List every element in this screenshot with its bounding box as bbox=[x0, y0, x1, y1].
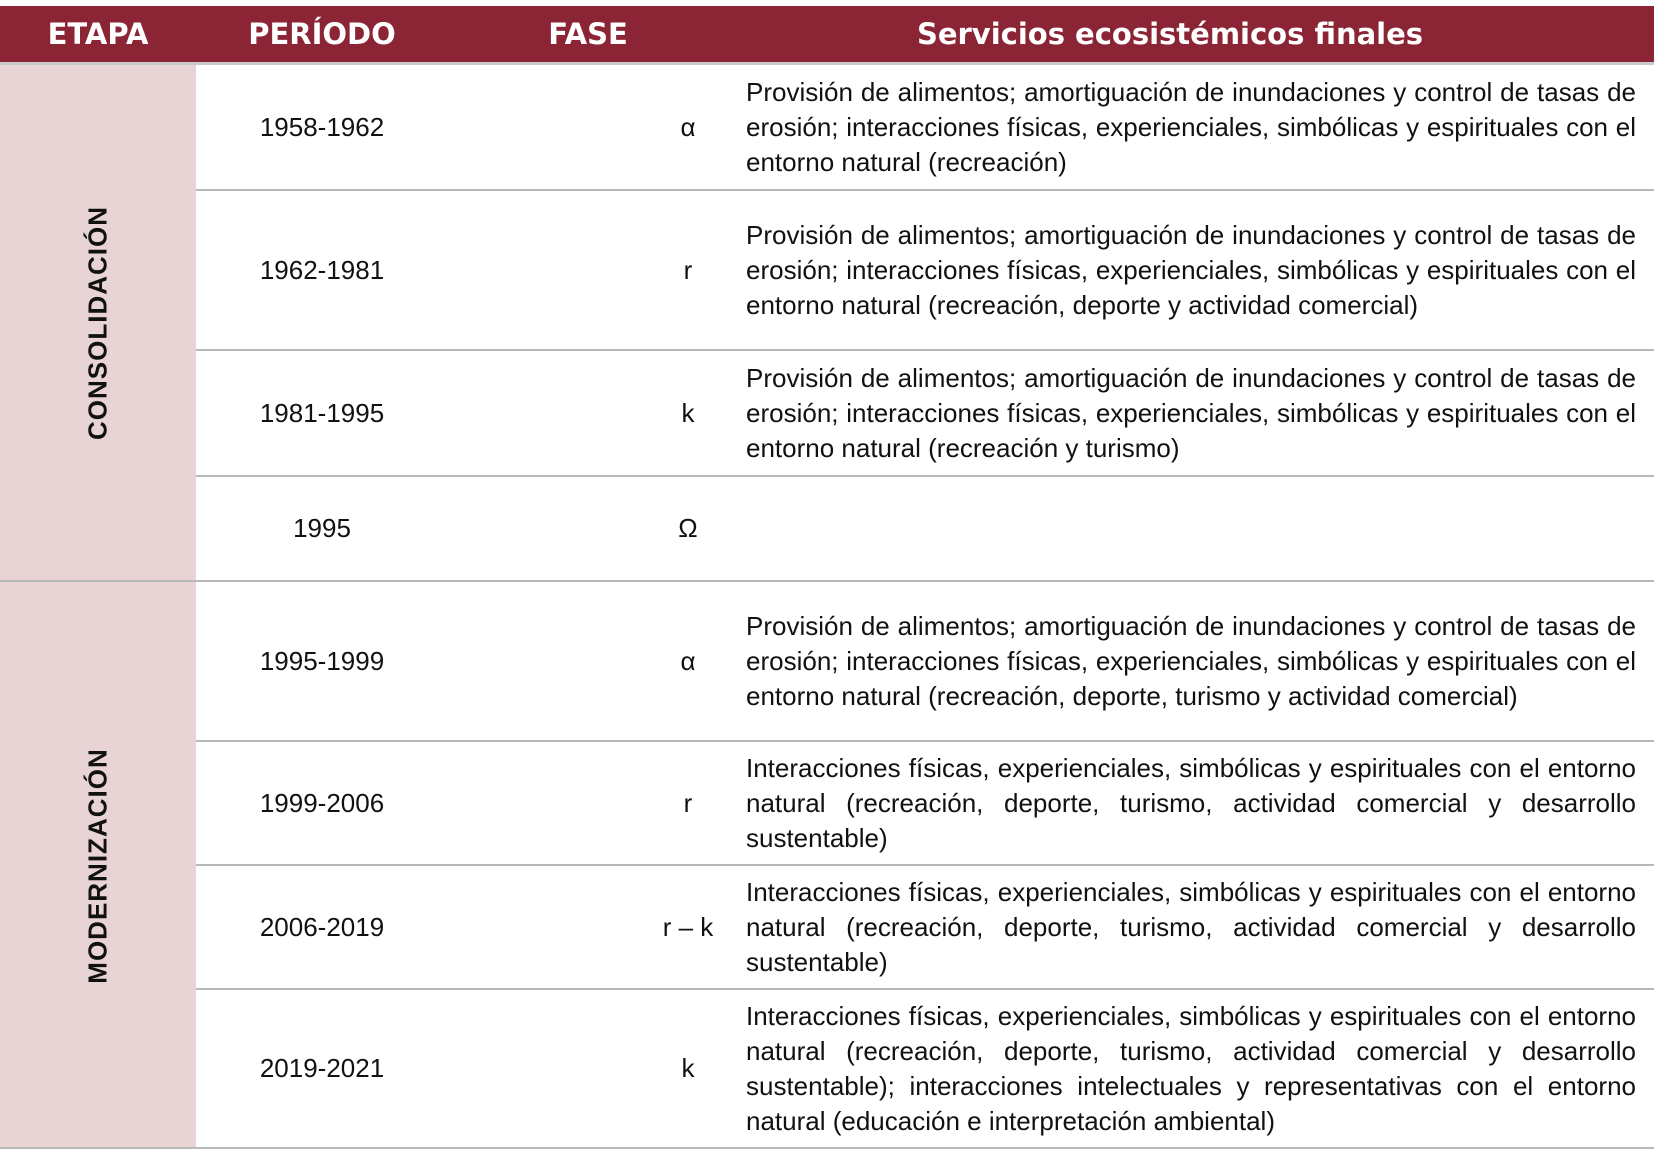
header-etapa: ETAPA bbox=[47, 17, 149, 51]
periodo-cell: 1995-1999 bbox=[259, 645, 385, 676]
table-row bbox=[196, 65, 1654, 191]
table-row bbox=[196, 990, 1654, 1147]
table-row bbox=[196, 477, 1654, 580]
periodo-cell: 1981-1995 bbox=[259, 397, 385, 428]
periodo-cell: 1962-1981 bbox=[259, 254, 385, 285]
header-fase: FASE bbox=[548, 17, 628, 51]
table-row bbox=[196, 742, 1654, 866]
table-row bbox=[196, 866, 1654, 990]
periodo-cell: 2006-2019 bbox=[259, 911, 385, 942]
fase-cell: r – k bbox=[662, 911, 714, 942]
stage-label-consolidacion: CONSOLIDACIÓN bbox=[82, 205, 113, 440]
servicios-cell: Interacciones físicas, experienciales, simbólicas y espirituales con el entorno natural (recreación, deporte, turismo, actividad comercial y desarrollo sustentable) bbox=[746, 876, 1636, 977]
table-header bbox=[0, 6, 1654, 65]
header-servicios: Servicios ecosistémicos finales bbox=[916, 17, 1424, 51]
periodo-cell: 1958-1962 bbox=[259, 111, 385, 142]
header-periodo: PERÍODO bbox=[248, 17, 396, 51]
stage-cell-consolidacion bbox=[0, 65, 196, 580]
table-row bbox=[196, 191, 1654, 351]
servicios-cell: Provisión de alimentos; amortiguación de inundaciones y control de tasas de erosión; interacciones físicas, experienciales, simbólicas y espirituales con el entorno natural (recreación) bbox=[746, 76, 1636, 177]
stage-label-modernizacion: MODERNIZACIÓN bbox=[82, 747, 113, 984]
fase-cell: k bbox=[681, 397, 695, 428]
fase-cell: α bbox=[680, 645, 696, 676]
servicios-cell bbox=[746, 477, 1636, 580]
fase-cell: α bbox=[680, 111, 696, 142]
fase-cell: k bbox=[681, 1053, 695, 1083]
servicios-cell: Provisión de alimentos; amortiguación de inundaciones y control de tasas de erosión; interacciones físicas, experienciales, simbólicas y espirituales con el entorno natural (recreación y turismo) bbox=[746, 362, 1636, 463]
servicios-cell: Provisión de alimentos; amortiguación de inundaciones y control de tasas de erosión; interacciones físicas, experienciales, simbólicas y espirituales con el entorno natural (recreación, deporte y actividad comercial) bbox=[746, 219, 1636, 320]
table-row bbox=[196, 582, 1654, 742]
servicios-cell: Interacciones físicas, experienciales, simbólicas y espirituales con el entorno natural (recreación, deporte, turismo, actividad comercial y desarrollo sustentable); interacciones intelectuales y representativas con el entorno natural (educación e interpretación ambiental) bbox=[746, 1000, 1636, 1136]
stage-cell-modernizacion bbox=[0, 582, 196, 1149]
servicios-cell: Provisión de alimentos; amortiguación de inundaciones y control de tasas de erosión; interacciones físicas, experienciales, simbólicas y espirituales con el entorno natural (recreación, deporte, turismo y actividad comercial) bbox=[746, 610, 1636, 711]
fase-cell: r bbox=[683, 254, 693, 285]
fase-cell: r bbox=[683, 787, 693, 818]
servicios-cell: Interacciones físicas, experienciales, simbólicas y espirituales con el entorno natural (recreación, deporte, turismo, actividad comercial y desarrollo sustentable) bbox=[746, 752, 1636, 853]
fase-cell: Ω bbox=[678, 513, 698, 543]
table-bottom-border bbox=[0, 1147, 1654, 1149]
periodo-cell: 2019-2021 bbox=[259, 1053, 385, 1083]
periodo-cell: 1999-2006 bbox=[259, 787, 385, 818]
table-row bbox=[196, 351, 1654, 477]
periodo-cell: 1995 bbox=[293, 513, 351, 543]
